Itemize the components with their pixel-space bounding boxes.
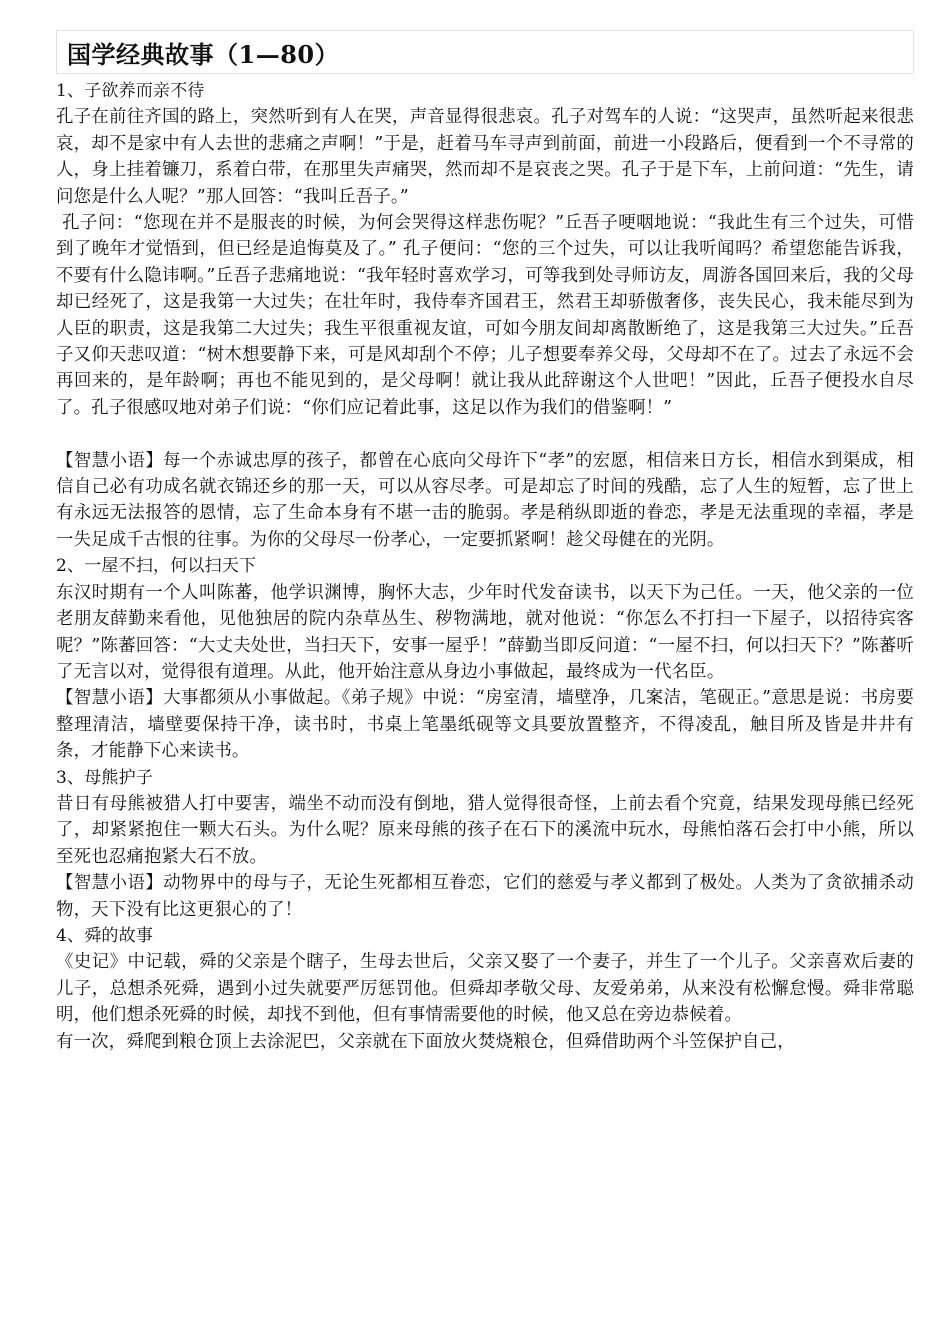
story-paragraph: 东汉时期有一个人叫陈蕃，他学识渊博，胸怀大志，少年时代发奋读书，以天下为己任。一天，他父亲的一位老朋友薛勤来看他，见他独居的院内杂草丛生、秽物满地，就对他说：“你怎么不打扫一下屋子，以招待宾客呢？”陈蕃回答：“大丈夫处世，当扫天下，安事一屋乎！”薛勤当即反问道：“一屋不扫，何以扫天下？”陈蕃听了无言以对，觉得很有道理。从此，他开始注意从身边小事做起，最终成为一代名臣。 xyxy=(56,582,914,682)
section-heading: 4、舜的故事 xyxy=(56,925,154,946)
section-heading: 1、子欲养而亲不待 xyxy=(56,81,205,101)
section-heading: 3、母熊护子 xyxy=(56,767,154,788)
section-heading: 2、一屋不扫，何以扫天下 xyxy=(56,556,257,577)
story-paragraph: 昔日有母熊被猎人打中要害，端坐不动而没有倒地，猎人觉得很奇怪，上前去看个究竟，结果发现母熊已经死了，却紧紧抱住一颗大石头。为什么呢？原来母熊的孩子在石下的溪流中玩水，母熊怕落石会打中小熊，所以至死也忍痛抱紧大石不放。 xyxy=(56,793,914,867)
wisdom-paragraph: 【智慧小语】大事都须从小事做起。《弟子规》中说：“房室清，墙壁净，几案洁，笔砚正。”意思是说：书房要整理清洁，墙壁要保持干净，读书时，书桌上笔墨纸砚等文具要放置整齐，不得凌乱，触目所及皆是井井有条，才能静下心来读书。 xyxy=(56,688,914,762)
wisdom-paragraph: 【智慧小语】动物界中的母与子，无论生死都相互眷恋，它们的慈爱与孝义都到了极处。人类为了贪欲捕杀动物，天下没有比这更狠心的了！ xyxy=(56,873,914,920)
story-paragraph: 《史记》中记载，舜的父亲是个瞎子，生母去世后，父亲又娶了一个妻子，并生了一个儿子。父亲喜欢后妻的儿子，总想杀死舜，遇到小过失就要严厉惩罚他。但舜却孝敬父母、友爱弟弟，从来没有松懈怠慢。舜非常聪明，他们想杀死舜的时候，却找不到他，但有事情需要他的时候，他又总在旁边恭候着。 xyxy=(56,952,914,1026)
document-body xyxy=(56,78,914,1055)
story-paragraph: 孔子问：“您现在并不是服丧的时候，为何会哭得这样悲伤呢？”丘吾子哽咽地说：“我此生有三个过失，可惜到了晚年才觉悟到，但已经是追悔莫及了。” 孔子便问：“您的三个过失，可以让我听闻吗？希望您能告诉我，不要有什么隐讳啊。”丘吾子悲痛地说：“我年轻时喜欢学习，可等我到处寻师访友，周游各国回来后，我的父母却已经死了，这是我第一大过失；在壮年时，我侍奉齐国君王，然君王却骄傲奢侈，丧失民心，我未能尽到为人臣的职责，这是我第二大过失；我生平很重视友谊，可如今朋友间却离散断绝了，这是我第三大过失。”丘吾子又仰天悲叹道：“树木想要静下来，可是风却刮个不停；儿子想要奉养父母，父母却不在了。过去了永远不会再回来的，是年龄啊；再也不能见到的，是父母啊！就让我从此辞谢这个人世吧！”因此，丘吾子便投水自尽了。孔子很感叹地对弟子们说：“你们应记着此事，这足以作为我们的借鉴啊！” xyxy=(56,213,914,418)
document-page xyxy=(56,30,914,1055)
story-paragraph: 有一次，舜爬到粮仓顶上去涂泥巴，父亲就在下面放火焚烧粮仓，但舜借助两个斗笠保护自己， xyxy=(56,1031,795,1052)
document-title: 国学经典故事（1—80） xyxy=(67,39,340,69)
story-paragraph: 孔子在前往齐国的路上，突然听到有人在哭，声音显得很悲哀。孔子对驾车的人说：“这哭声，虽然听起来很悲哀，却不是家中有人去世的悲痛之声啊！”于是，赶着马车寻声到前面，前进一小段路后，便看到一个不寻常的人，身上挂着镰刀，系着白带，在那里失声痛哭，然而却不是哀丧之哭。孔子于是下车，上前问道：“先生，请问您是什么人呢？”那人回答：“我叫丘吾子。” xyxy=(56,107,914,207)
paragraph-spacer xyxy=(56,421,914,447)
title-bar xyxy=(56,30,914,74)
wisdom-paragraph: 【智慧小语】每一个赤诚忠厚的孩子，都曾在心底向父母许下“孝”的宏愿，相信来日方长，相信水到渠成，相信自己必有功成名就衣锦还乡的那一天，可以从容尽孝。可是却忘了时间的残酷，忘了人生的短暂，忘了世上有永远无法报答的恩情，忘了生命本身有不堪一击的脆弱。孝是稍纵即逝的眷恋，孝是无法重现的幸福，孝是一失足成千古恨的往事。为你的父母尽一份孝心，一定要抓紧啊！趁父母健在的光阴。 xyxy=(56,450,914,550)
